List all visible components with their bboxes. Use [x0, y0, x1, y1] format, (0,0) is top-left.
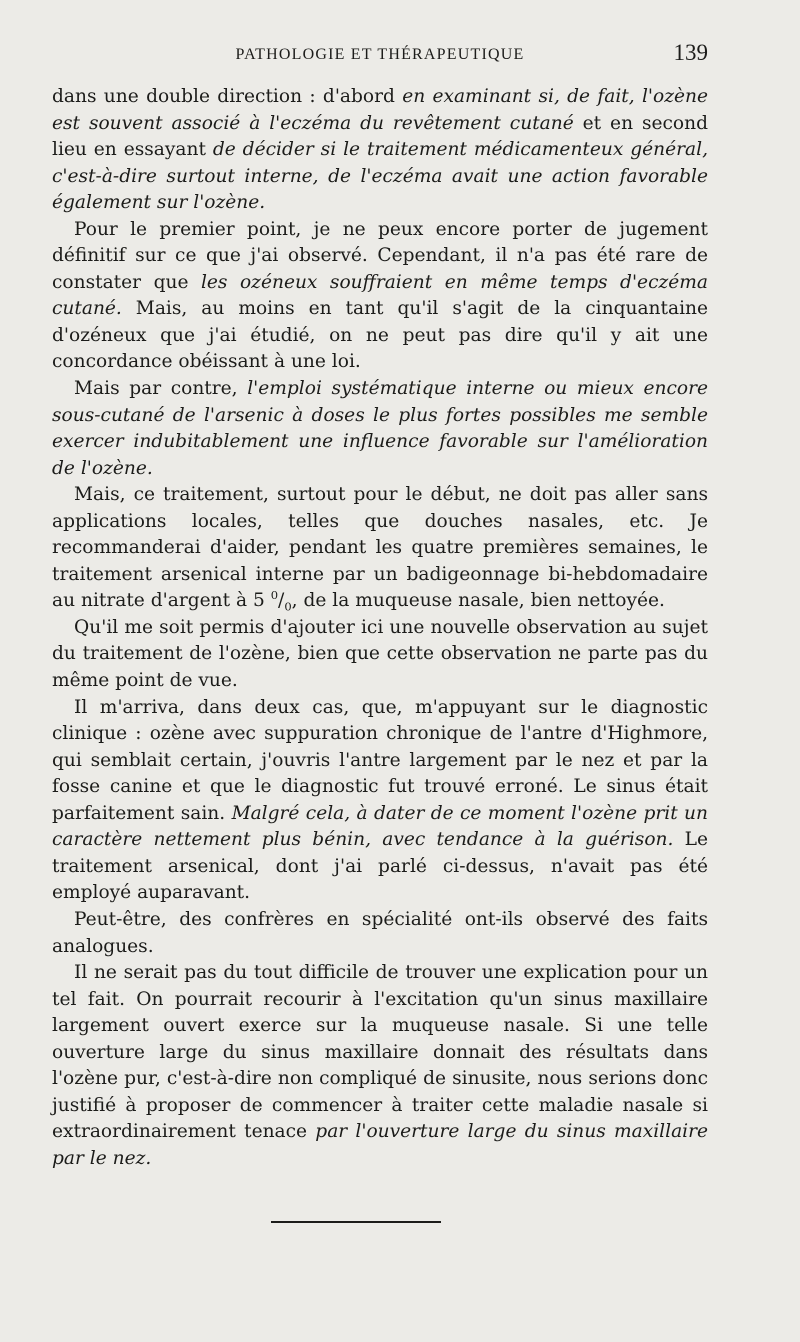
percent-mark — [270, 588, 292, 615]
running-head: PATHOLOGIE ET THÉRAPEUTIQUE — [235, 46, 525, 63]
paragraph-6-text-a: Il m'arriva, dans deux cas, que, m'appuyant sur le diagnostic clinique : ozène avec suppuration chronique de l'antre d'Highmore, qui semblait certain, j'ouvris l'antre largement par le nez et par la fosse canine et que le diagnostic fut trouvé erroné. Le sinus était parfaitement sain. — [52, 696, 708, 824]
paragraph-1-text-b: et en second lieu en essayant — [52, 112, 708, 161]
paragraph-4-text-b: , de la muqueuse nasale, bien nettoyée. — [291, 590, 665, 612]
paragraph-3 — [52, 376, 708, 482]
paragraph-1 — [52, 84, 708, 217]
paragraph-3-italic-a: l'emploi systématique interne ou mieux encore sous-cutané de l'arsenic à doses le plus fortes possibles me semble exercer indubitablement une influence favorable sur l'amélioration de l'ozène. — [52, 378, 709, 479]
paragraph-2-text-b: Mais, au moins en tant qu'il s'agit de la cinquantaine d'ozéneux que j'ai étudié, on ne peut pas dire qu'il y ait une concordance obéissant à une loi. — [52, 298, 708, 373]
paragraph-2-text-a: Pour le premier point, je ne peux encore porter de jugement définitif sur ce que j'ai observé. Cependant, il n'a pas été rare de constater que — [52, 218, 708, 293]
percent-slash: / — [278, 590, 285, 612]
paragraph-2 — [52, 217, 708, 376]
paragraph-7-text-a: Peut-être, des confrères en spécialité ont-ils observé des faits analogues. — [52, 908, 708, 957]
paragraph-5-text-a: Qu'il me soit permis d'ajouter ici une nouvelle observation au sujet du traitement de l'ozène, bien que cette observation ne parte pas du même point de vue. — [52, 616, 708, 692]
page-header — [52, 42, 708, 72]
paragraph-6-text-b: Le traitement arsenical, dont j'ai parlé ci-dessus, n'avait pas été employé auparavant. — [52, 829, 708, 904]
paragraph-5 — [52, 615, 708, 695]
paragraph-1-italic-a: en examinant si, de fait, l'ozène est souvent associé à l'eczéma du revêtement cutané — [52, 86, 708, 134]
paragraph-8-text-a: Il ne serait pas du tout difficile de trouver une explication pour un tel fait. On pourrait recourir à l'excitation qu'un sinus maxillaire largement ouvert exerce sur la muqueuse nasale. Si une telle ouverture large du sinus maxillaire donnait des résultats dans l'ozène pur, c'est-à-dire non compliqué de sinusite, nous serions donc justifié à proposer de commencer à traiter cette maladie nasale si extraordinairement tenace — [52, 962, 708, 1143]
paragraph-4 — [52, 482, 708, 615]
paragraph-6-italic-a: Malgré cela, à dater de ce moment l'ozène prit un caractère nettement plus bénin, avec tendance à la guérison. — [52, 802, 708, 851]
paragraph-2-italic-a: les ozéneux souffraient en même temps d'eczéma cutané. — [52, 271, 708, 320]
paragraph-1-italic-b: de décider si le traitement médicamenteux général, c'est-à-dire surtout interne, de l'eczéma avait une action favorable également sur l'ozène. — [52, 139, 708, 214]
paragraph-1-text-a: dans une double direction : d'abord — [52, 86, 403, 107]
paragraph-7 — [52, 907, 708, 960]
page-number: 139 — [673, 40, 708, 65]
end-rule — [271, 1221, 441, 1223]
paragraph-3-text-a: Mais par contre, — [74, 378, 248, 400]
percent-top: 0 — [270, 588, 279, 603]
body-text — [52, 84, 708, 1172]
percent-bottom: 0 — [284, 600, 292, 615]
paragraph-8-italic-a: par l'ouverture large du sinus maxillaire par le nez. — [52, 1121, 709, 1169]
paragraph-6 — [52, 695, 708, 907]
paragraph-8 — [52, 960, 708, 1172]
paragraph-4-text-a: Mais, ce traitement, surtout pour le début, ne doit pas aller sans applications locales, telles que douches nasales, etc. Je recommanderai d'aider, pendant les quatre premières semaines, le traitement arsenical interne par un badigeonnage bi-hebdomadaire au nitrate d'argent à 5 — [52, 484, 708, 612]
